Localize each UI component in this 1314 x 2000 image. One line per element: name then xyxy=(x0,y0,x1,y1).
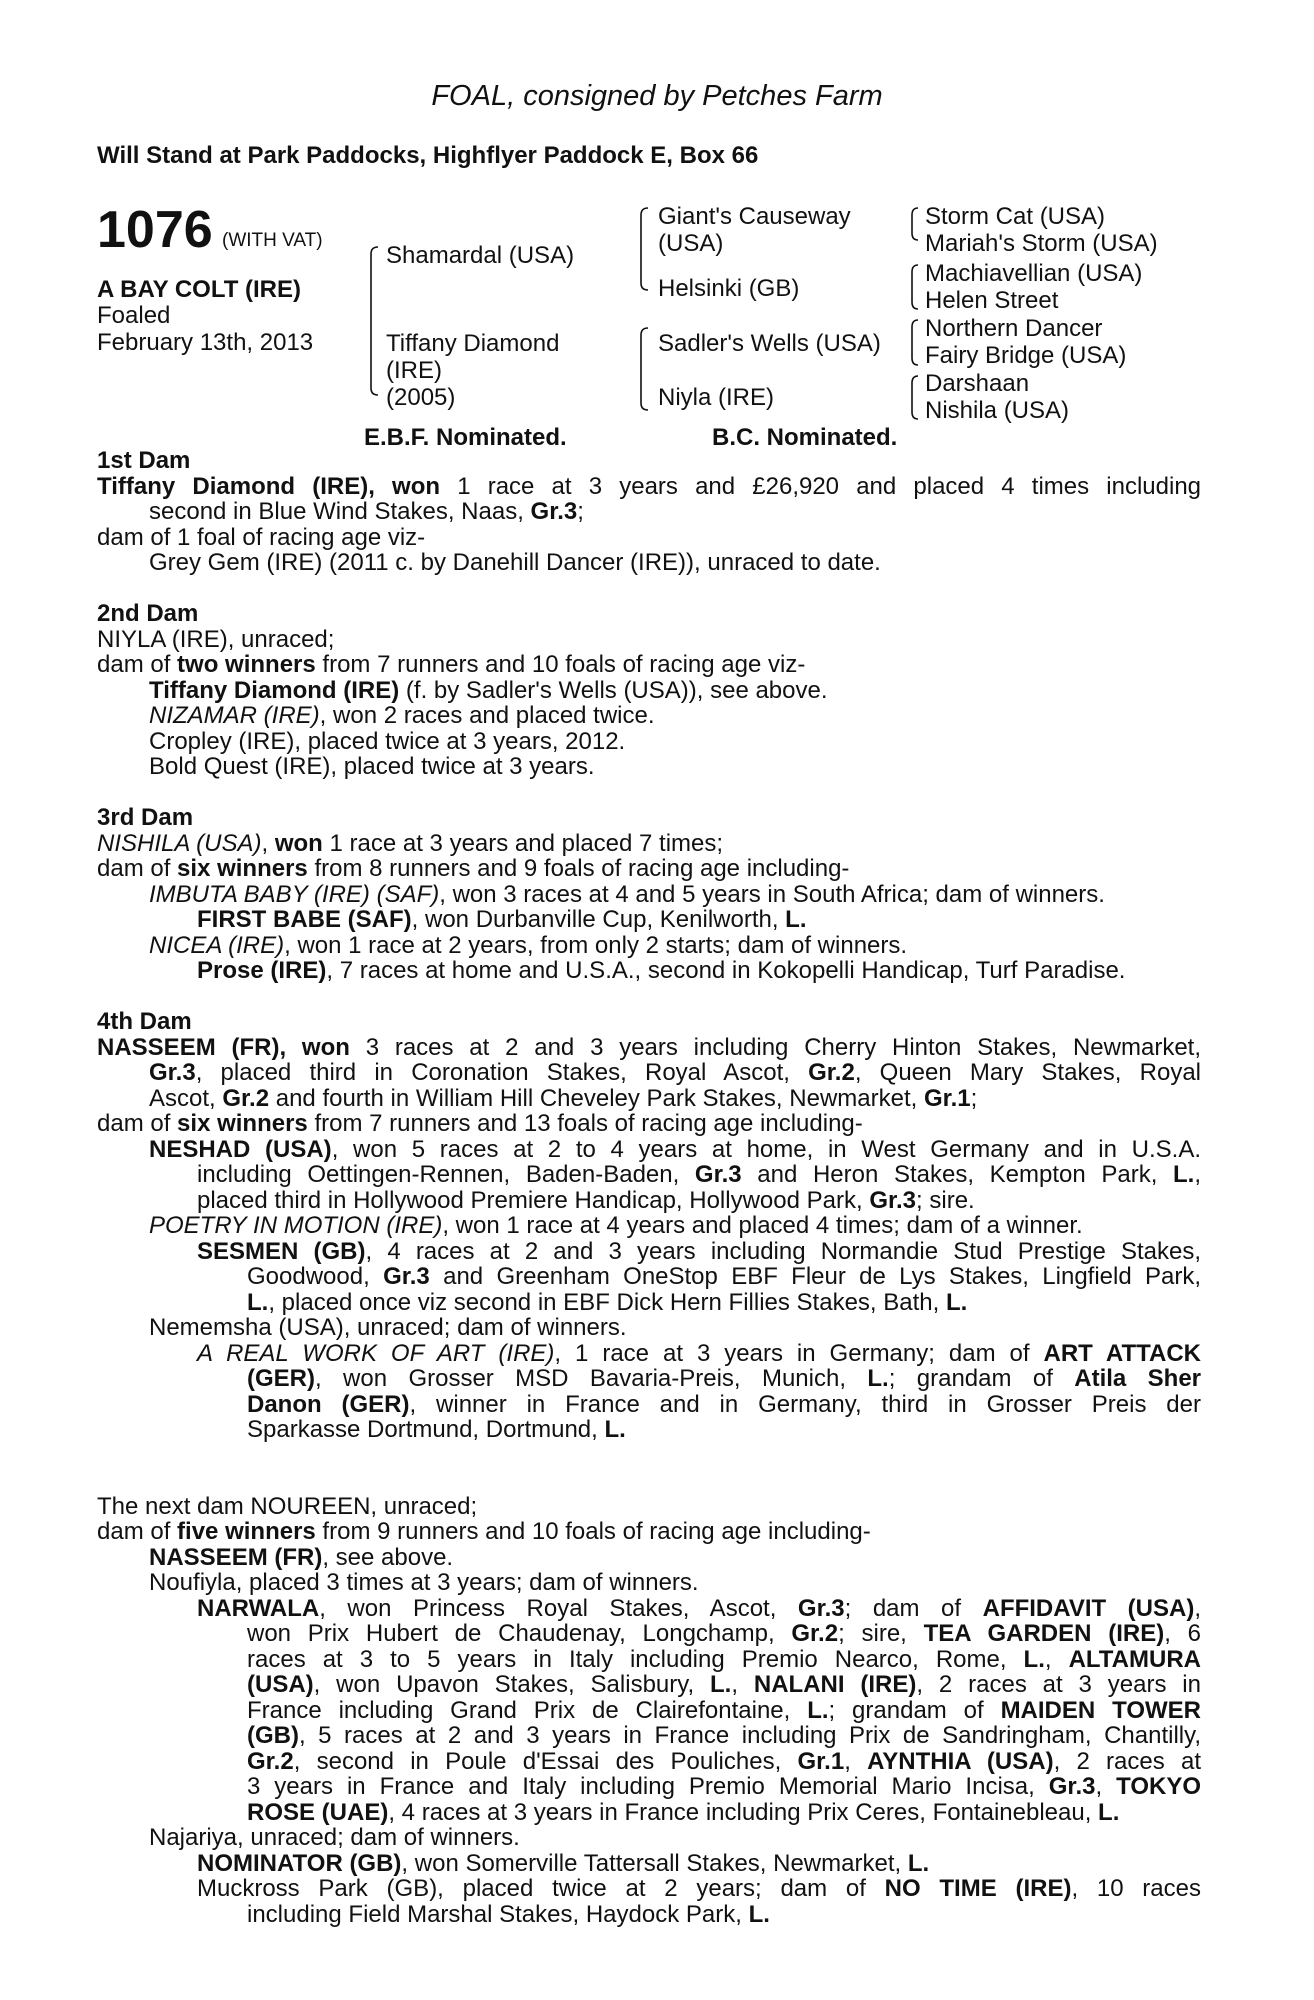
first-dam-line1: Tiffany Diamond (IRE), won 1 race at 3 years and £26,920 and placed 4 times including xyxy=(97,473,1201,499)
second-dam-line1: NIYLA (IRE), unraced; xyxy=(97,626,335,652)
next-dam-line6: won Prix Hubert de Chaudenay, Longchamp, Gr.2; sire, TEA GARDEN (IRE), 6 xyxy=(247,1621,1201,1647)
next-dam-line7: races at 3 to 5 years in Italy including Premio Nearco, Rome, L., ALTAMURA xyxy=(247,1646,1201,1672)
next-dam-line16: Muckross Park (GB), placed twice at 2 years; dam of NO TIME (IRE), 10 races xyxy=(197,1876,1201,1902)
fourth-dam-line9: SESMEN (GB), 4 races at 2 and 3 years including Normandie Stud Prestige Stakes, xyxy=(197,1238,1201,1264)
sire-sire-line2: (USA) xyxy=(658,230,724,257)
fourth-dam-line8: POETRY IN MOTION (IRE), won 1 race at 4 years and placed 4 times; dam of a winner. xyxy=(149,1213,1083,1239)
first-dam-line2: second in Blue Wind Stakes, Naas, Gr.3; xyxy=(149,499,584,525)
third-dam-line5: NICEA (IRE), won 1 race at 2 years, from only 2 starts; dam of winners. xyxy=(149,932,908,958)
third-dam-line2: dam of six winners from 8 runners and 9 foals of racing age including- xyxy=(97,856,850,882)
fourth-dam-line3: Ascot, Gr.2 and fourth in William Hill Cheveley Park Stakes, Newmarket, Gr.1; xyxy=(149,1085,978,1111)
fourth-dam-line15: Danon (GER), winner in France and in Germany, third in Grosser Preis der xyxy=(247,1391,1201,1417)
bracket-sire-dam xyxy=(371,247,378,395)
bracket-gen3-2 xyxy=(912,265,918,309)
catalogue-body xyxy=(97,448,1201,1927)
gen3-northern-dancer: Northern Dancer xyxy=(925,315,1103,342)
second-dam-line3: Tiffany Diamond (IRE) (f. by Sadler's Wells (USA)), see above. xyxy=(149,677,828,703)
second-dam-line2: dam of two winners from 7 runners and 10 foals of racing age viz- xyxy=(97,652,806,678)
next-dam-line14: Najariya, unraced; dam of winners. xyxy=(149,1825,520,1851)
dam-sire: Sadler's Wells (USA) xyxy=(658,330,881,357)
dam-name-line3: (2005) xyxy=(386,384,456,411)
fourth-dam-heading: 4th Dam xyxy=(97,1009,192,1035)
next-dam-line13: ROSE (UAE), 4 races at 3 years in France including Prix Ceres, Fontainebleau, L. xyxy=(247,1799,1120,1825)
bracket-sire-parents xyxy=(641,208,648,290)
bracket-gen3-4 xyxy=(912,376,918,419)
next-dam-line8: (USA), won Upavon Stakes, Salisbury, L., NALANI (IRE), 2 races at 3 years in xyxy=(247,1672,1201,1698)
second-dam-line5: Cropley (IRE), placed twice at 3 years, 2012. xyxy=(149,728,626,754)
fourth-dam-line4: dam of six winners from 7 runners and 13 foals of racing age including- xyxy=(97,1111,863,1137)
ebf-nominated: E.B.F. Nominated. xyxy=(364,424,567,451)
dam-dam: Niyla (IRE) xyxy=(658,384,775,411)
third-dam-heading: 3rd Dam xyxy=(97,805,194,831)
bc-nominated: B.C. Nominated. xyxy=(712,424,898,451)
gen3-darshaan: Darshaan xyxy=(925,370,1030,397)
bracket-gen3-3 xyxy=(912,320,918,365)
next-dam-line11: Gr.2, second in Poule d'Essai des Pouliches, Gr.1, AYNTHIA (USA), 2 races at xyxy=(247,1748,1201,1774)
bracket-gen3-1 xyxy=(912,208,918,240)
fourth-dam-line14: (GER), won Grosser MSD Bavaria-Preis, Munich, L.; grandam of Atila Sher xyxy=(247,1366,1201,1392)
foaled-label: Foaled xyxy=(97,302,171,329)
gen3-fairy-bridge: Fairy Bridge (USA) xyxy=(925,342,1127,369)
first-dam-line3: dam of 1 foal of racing age viz- xyxy=(97,524,426,550)
gen3-machiavellian: Machiavellian (USA) xyxy=(925,260,1143,287)
fourth-dam-line2: Gr.3, placed third in Coronation Stakes, Royal Ascot, Gr.2, Queen Mary Stakes, Royal xyxy=(149,1060,1201,1086)
second-dam-line4: NIZAMAR (IRE), won 2 races and placed twice. xyxy=(149,703,655,729)
next-dam-line1: The next dam NOUREEN, unraced; xyxy=(97,1493,478,1519)
bracket-dam-parents xyxy=(641,328,648,410)
third-dam-line3: IMBUTA BABY (IRE) (SAF), won 3 races at 4 and 5 years in South Africa; dam of winners. xyxy=(149,881,1105,907)
dam-name-line2: (IRE) xyxy=(386,357,442,384)
dam-name-line1: Tiffany Diamond xyxy=(386,330,560,357)
fourth-dam-line13: A REAL WORK OF ART (IRE), 1 race at 3 years in Germany; dam of ART ATTACK xyxy=(197,1340,1201,1366)
horse-description: A BAY COLT (IRE) xyxy=(97,276,302,303)
next-dam-line12: 3 years in France and Italy including Premio Memorial Mario Incisa, Gr.3, TOKYO xyxy=(247,1774,1201,1800)
fourth-dam-line16: Sparkasse Dortmund, Dortmund, L. xyxy=(247,1417,626,1443)
first-dam-heading: 1st Dam xyxy=(97,448,191,474)
third-dam-line6: Prose (IRE), 7 races at home and U.S.A., second in Kokopelli Handicap, Turf Paradise. xyxy=(197,958,1126,984)
next-dam-line15: NOMINATOR (GB), won Somerville Tattersall Stakes, Newmarket, L. xyxy=(197,1850,930,1876)
foaled-date: February 13th, 2013 xyxy=(97,329,314,356)
sire-sire-line1: Giant's Causeway xyxy=(658,203,851,230)
third-dam-line4: FIRST BABE (SAF), won Durbanville Cup, Kenilworth, L. xyxy=(197,907,807,933)
next-dam-line9: France including Grand Prix de Clairefontaine, L.; grandam of MAIDEN TOWER xyxy=(247,1697,1201,1723)
second-dam-line6: Bold Quest (IRE), placed twice at 3 years. xyxy=(149,754,595,780)
lot-number: 1076 xyxy=(97,201,213,259)
gen3-storm-cat: Storm Cat (USA) xyxy=(925,203,1106,230)
fourth-dam-line10: Goodwood, Gr.3 and Greenham OneStop EBF Fleur de Lys Stakes, Lingfield Park, xyxy=(247,1264,1201,1290)
stand-location: Will Stand at Park Paddocks, Highflyer Paddock E, Box 66 xyxy=(97,142,759,169)
fourth-dam-line7: placed third in Hollywood Premiere Handicap, Hollywood Park, Gr.3; sire. xyxy=(197,1187,975,1213)
fourth-dam-line1: NASSEEM (FR), won 3 races at 2 and 3 years including Cherry Hinton Stakes, Newmarket, xyxy=(97,1034,1201,1060)
page-title: FOAL, consigned by Petches Farm xyxy=(431,80,883,112)
sire-name: Shamardal (USA) xyxy=(386,242,575,269)
next-dam-line10: (GB), 5 races at 2 and 3 years in France including Prix de Sandringham, Chantilly, xyxy=(247,1723,1201,1749)
next-dam-line17: including Field Marshal Stakes, Haydock Park, L. xyxy=(247,1901,770,1927)
fourth-dam-line6: including Oettingen-Rennen, Baden-Baden, Gr.3 and Heron Stakes, Kempton Park, L., xyxy=(197,1162,1201,1188)
fourth-dam-line5: NESHAD (USA), won 5 races at 2 to 4 years at home, in West Germany and in U.S.A. xyxy=(149,1136,1201,1162)
gen3-mariahs-storm: Mariah's Storm (USA) xyxy=(925,230,1158,257)
next-dam-line4: Noufiyla, placed 3 times at 3 years; dam of winners. xyxy=(149,1570,699,1596)
third-dam-line1: NISHILA (USA), won 1 race at 3 years and placed 7 times; xyxy=(97,830,724,856)
gen3-helen-street: Helen Street xyxy=(925,287,1059,314)
sire-dam: Helsinki (GB) xyxy=(658,275,800,302)
fourth-dam-line11: L., placed once viz second in EBF Dick Hern Fillies Stakes, Bath, L. xyxy=(247,1289,968,1315)
next-dam-line5: NARWALA, won Princess Royal Stakes, Ascot, Gr.3; dam of AFFIDAVIT (USA), xyxy=(197,1595,1201,1621)
vat-label: (WITH VAT) xyxy=(222,230,323,251)
first-dam-line4: Grey Gem (IRE) (2011 c. by Danehill Dancer (IRE)), unraced to date. xyxy=(149,550,881,576)
next-dam-line2: dam of five winners from 9 runners and 10 foals of racing age including- xyxy=(97,1519,871,1545)
fourth-dam-line12: Nememsha (USA), unraced; dam of winners. xyxy=(149,1315,627,1341)
gen3-nishila: Nishila (USA) xyxy=(925,397,1070,424)
next-dam-line3: NASSEEM (FR), see above. xyxy=(149,1544,454,1570)
second-dam-heading: 2nd Dam xyxy=(97,601,199,627)
